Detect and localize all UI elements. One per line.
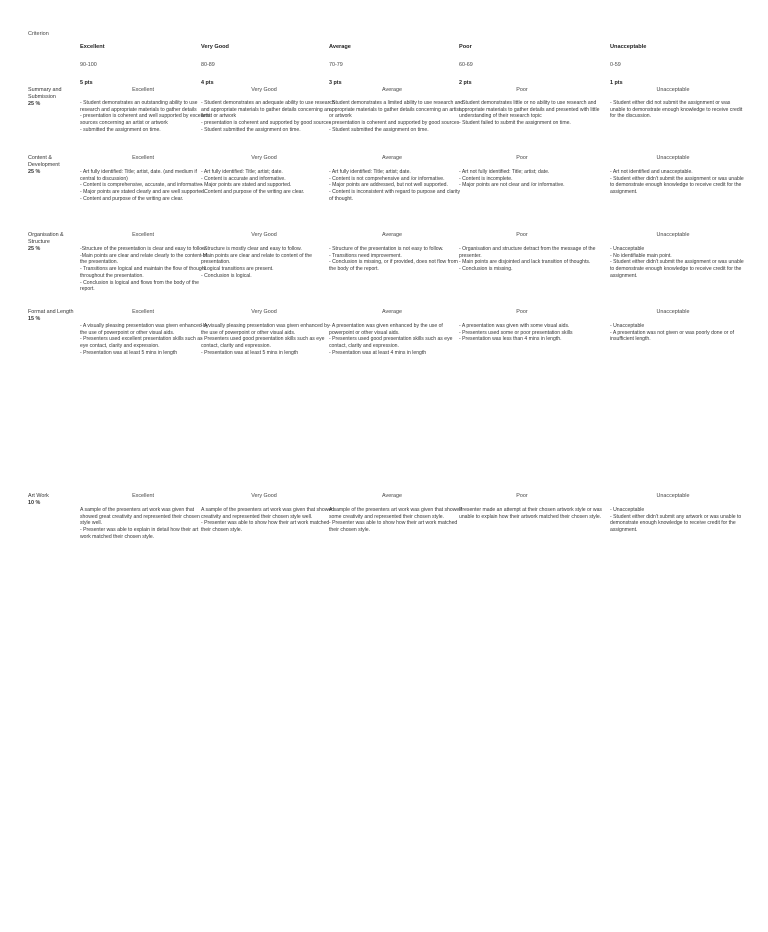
- rubric-cell: - Art fully identified: Title; artist, date. (and medium if central to discussion) - Content is comprehensive, accurate, and informative. - Major points are stated clearly and are well supported. - Content and purpose of the writing are clear.: [80, 169, 206, 202]
- points-average: 3 pts: [329, 80, 342, 86]
- level-range-very-good: 80-89: [201, 62, 215, 68]
- rubric-cell: - Unacceptable - No identifiable main point. - Student either didn't submit the assignment or was unable to demonstrate enough knowledge to receive credit for the assignment.: [610, 246, 744, 279]
- level-label: Excellent: [132, 493, 154, 499]
- level-label: Unacceptable: [656, 87, 690, 93]
- rubric-cell: - A visually pleasing presentation was given enhanced by the use of powerpoint or other visual aids. - Presenters used excellent presentation skills such as eye contact, clarity and expression. - Presentation was at least 5 mins in length: [80, 323, 209, 356]
- rubric-cell: Presenter made an attempt at their chosen artwork style or was unable to explain how their artwork matched their chosen style.: [459, 507, 602, 520]
- level-label: Unacceptable: [656, 309, 690, 315]
- criterion-name: [28, 155, 78, 176]
- level-label: Average: [382, 155, 402, 161]
- level-label: Very Good: [251, 155, 277, 161]
- rubric-cell: - A visually pleasing presentation was given enhanced by the use of powerpoint or other visual aids. - Presenters used good presentation skills such as eye contact, clarity and expression. - Presentation was at least 5 mins in length: [201, 323, 330, 356]
- level-label: Unacceptable: [656, 493, 690, 499]
- criterion-title: Art Work: [28, 493, 49, 499]
- level-range-excellent: 90-100: [80, 62, 97, 68]
- criterion-name: [28, 493, 78, 507]
- criterion-weight: 15 %: [28, 316, 41, 323]
- criterion-weight: 25 %: [28, 101, 41, 108]
- rubric-cell: - A presentation was given with some visual aids. - Presenters used some or poor presentation skills - Presentation was less than 4 mins in length.: [459, 323, 573, 343]
- level-label: Poor: [516, 232, 528, 238]
- rubric-cell: - Student either did not submit the assignment or was unable to demonstrate enough knowledge to receive credit for the discussion.: [610, 100, 743, 120]
- points-poor: 2 pts: [459, 80, 472, 86]
- rubric-cell: - Student demonstrates little or no ability to use research and appropriate materials to gather details and presented with little understanding of their research topic - Student failed to submit the assignment on time.: [459, 100, 600, 127]
- level-label: Average: [382, 493, 402, 499]
- level-name-very-good: Very Good: [201, 44, 229, 50]
- rubric-cell: - Unacceptable - Student either didn't submit any artwork or was unable to demonstrate enough knowledge to receive credit for the assignment.: [610, 507, 742, 534]
- points-very-good: 4 pts: [201, 80, 214, 86]
- criterion-title: Format and Length: [28, 309, 74, 315]
- level-label: Very Good: [251, 87, 277, 93]
- points-excellent: 5 pts: [80, 80, 93, 86]
- level-label: Poor: [516, 155, 528, 161]
- rubric-cell: A sample of the presenters art work was given that showed great creativity and represented their chosen style well. - Presenter was able to explain in detail how their art work matched their chosen style.: [80, 507, 200, 540]
- level-label: Very Good: [251, 309, 277, 315]
- criterion-name: [28, 87, 78, 108]
- level-name-excellent: Excellent: [80, 44, 105, 50]
- level-label: Excellent: [132, 155, 154, 161]
- level-label: Excellent: [132, 232, 154, 238]
- level-name-average: Average: [329, 44, 351, 50]
- level-range-unacceptable: 0-59: [610, 62, 621, 68]
- rubric-cell: A sample of the presenters art work was given that showed creativity and represented their chosen style well. - Presenter was able to show how their art work matched their chosen style.: [201, 507, 335, 534]
- points-unacceptable: 1 pts: [610, 80, 623, 86]
- criterion-weight: 25 %: [28, 169, 41, 176]
- rubric-cell: - Art fully identified: Title; artist; date. - Content is accurate and informative. - Major points are stated and supported. - Content and purpose of the writing are clear.: [201, 169, 305, 196]
- criterion-title: Organisation & Structure: [28, 232, 64, 246]
- level-name-unacceptable: Unacceptable: [610, 44, 647, 50]
- criterion-title: Content & Development: [28, 155, 60, 169]
- criterion-name: [28, 232, 78, 253]
- level-label: Poor: [516, 309, 528, 315]
- level-label: Poor: [516, 493, 528, 499]
- level-label: Unacceptable: [656, 232, 690, 238]
- level-label: Excellent: [132, 309, 154, 315]
- rubric-cell: -Structure of the presentation is clear and easy to follow. -Main points are clear and relate clearly to the content of the presentation. - Transitions are logical and maintain the flow of thought throughout the presentation. - Conclusion is logical and flows from the body of the report.: [80, 246, 208, 293]
- rubric-cell: - Student demonstrates an outstanding ability to use research and appropriate materials to gather details - presentation is coherent and well supported by excellent sources concerning an artist or artwork - submitted the assignment on time.: [80, 100, 210, 133]
- criterion-title: Summary and Submission: [28, 87, 62, 101]
- rubric-cell: - Student demonstrates a limited ability to use research and appropriate materials to gather details concerning an artist or artwork - presentation is coherent and supported by good sources - Student submitted the assignment on time.: [329, 100, 464, 133]
- criterion-heading: Criterion: [28, 31, 49, 37]
- level-range-average: 70-79: [329, 62, 343, 68]
- criterion-weight: 25 %: [28, 246, 41, 253]
- rubric-cell: - Unacceptable - A presentation was not given or was poorly done or of insufficient length.: [610, 323, 735, 343]
- rubric-cell: - Art fully identified: Title; artist; date. - Content is not comprehensive and /or informative. - Major points are addressed, but not well supported. - Content is inconsistent with regard to purpose and clarity of thought.: [329, 169, 461, 202]
- level-name-poor: Poor: [459, 44, 472, 50]
- rubric-cell: A sample of the presenters art work was given that showed some creativity and represented their chosen style. - Presenter was able to show how their art work matched their chosen style.: [329, 507, 463, 534]
- level-label: Excellent: [132, 87, 154, 93]
- level-label: Very Good: [251, 232, 277, 238]
- level-label: Unacceptable: [656, 155, 690, 161]
- rubric-cell: - Art not fully identified: Title; artist; date. - Content is incomplete. - Major points are not clear and /or informative.: [459, 169, 565, 189]
- level-label: Poor: [516, 87, 528, 93]
- level-label: Average: [382, 309, 402, 315]
- rubric-cell: - Structure is mostly clear and easy to follow. -Main points are clear and relate to content of the presentation. - Logical transitions are present. - Conclusion is logical.: [201, 246, 312, 279]
- rubric-cell: - Art not identified and unacceptable. - Student either didn't submit the assignment or was unable to demonstrate enough knowledge to receive credit for the assignment.: [610, 169, 744, 196]
- rubric-cell: - A presentation was given enhanced by the use of powerpoint or other visual aids. - Presenters used good presentation skills such as eye contact, clarity and expression. - Presentation was at least 4 mins in length: [329, 323, 453, 356]
- rubric-cell: - Structure of the presentation is not easy to follow. - Transitions need improvement. - Conclusion is missing, or if provided, does not flow from the body of the report.: [329, 246, 458, 273]
- criterion-weight: 10 %: [28, 500, 41, 507]
- level-label: Average: [382, 87, 402, 93]
- level-range-poor: 60-69: [459, 62, 473, 68]
- level-label: Very Good: [251, 493, 277, 499]
- rubric-cell: - Student demonstrates an adequate ability to use research and appropriate materials to gather details concerning an artist or artwork - presentation is coherent and supported by good sources - Student submitted the assignment on time.: [201, 100, 335, 133]
- level-label: Average: [382, 232, 402, 238]
- criterion-name: [28, 309, 78, 323]
- rubric-cell: - Organisation and structure detract from the message of the presenter. - Main points are disjointed and lack transition of thoughts. - Conclusion is missing.: [459, 246, 596, 273]
